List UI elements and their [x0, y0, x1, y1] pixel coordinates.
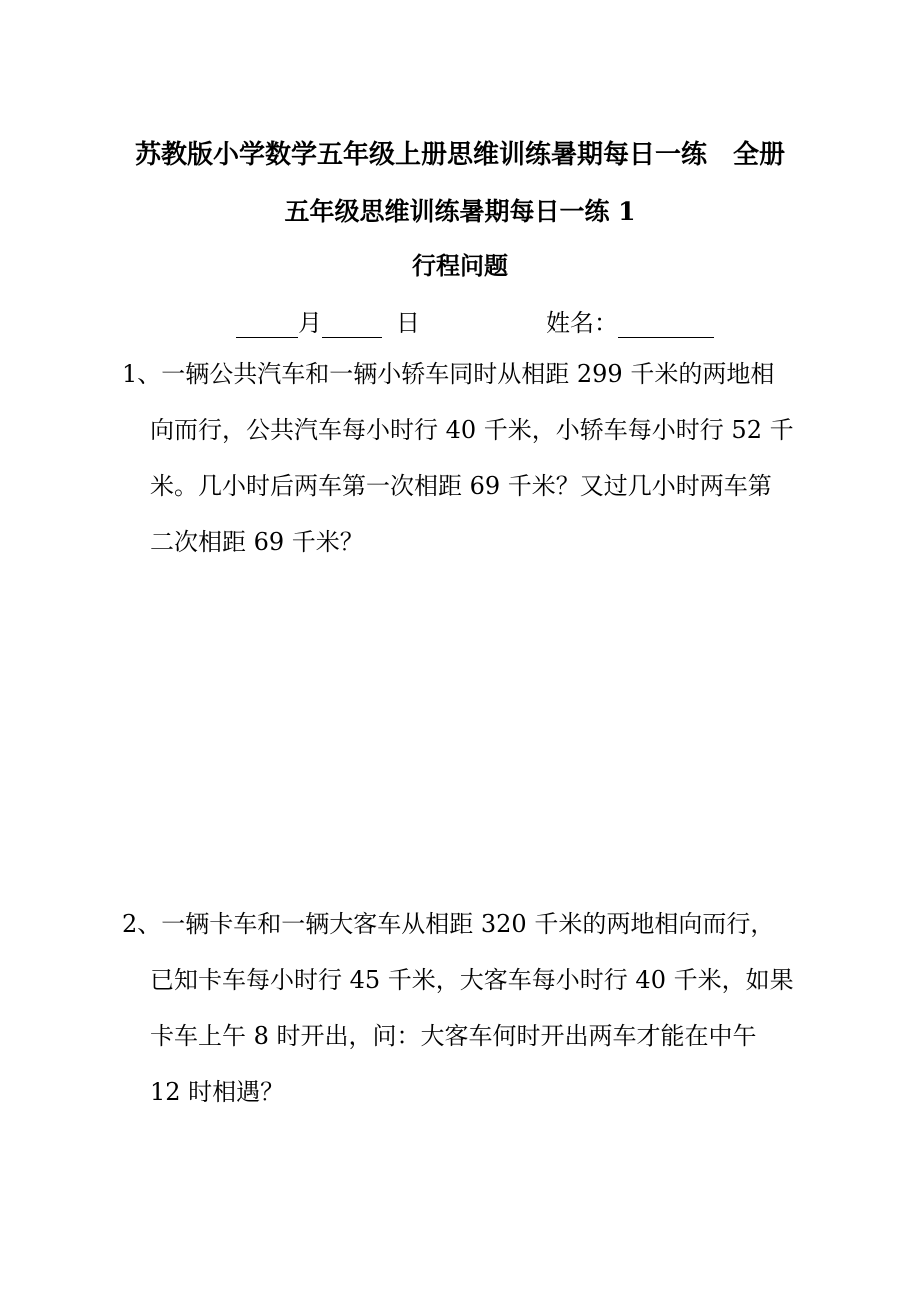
month-label: 月 — [298, 309, 322, 337]
question-1 — [122, 358, 812, 582]
question-1-line: 1、一辆公共汽车和一辆小轿车同时从相距 299 千米的两地相 — [122, 360, 775, 388]
title-suffix: 全册 — [733, 140, 786, 170]
page-subtitle: 五年级思维训练暑期每日一练 1 — [284, 197, 636, 226]
name-label: 姓名： — [546, 309, 618, 337]
question-2-line: 2、一辆卡车和一辆大客车从相距 320 千米的两地相向而行， — [122, 910, 775, 938]
question-1-line: 米。几小时后两车第一次相距 69 千米？又过几小时两车第 — [150, 472, 772, 500]
student-info-line — [236, 303, 714, 338]
page-title — [0, 134, 920, 171]
day-label: 日 — [396, 309, 420, 337]
question-2-line: 已知卡车每小时行 45 千米，大客车每小时行 40 千米，如果 — [150, 966, 794, 994]
question-2 — [122, 908, 812, 1132]
title-main: 小学数学五年级上册思维训练暑期每日一练 — [212, 140, 707, 170]
month-blank[interactable] — [236, 311, 298, 338]
question-2-line: 12 时相遇？ — [150, 1078, 285, 1106]
question-1-line: 向而行，公共汽车每小时行 40 千米，小轿车每小时行 52 千 — [150, 416, 794, 444]
question-1-line: 二次相距 69 千米？ — [150, 528, 364, 556]
title-brand: 苏教版 — [134, 140, 213, 170]
day-blank[interactable] — [322, 311, 382, 338]
section-heading: 行程问题 — [412, 251, 508, 280]
question-2-line: 卡车上午 8 时开出，问：大客车何时开出两车才能在中午 — [150, 1022, 757, 1050]
name-blank[interactable] — [618, 311, 714, 338]
